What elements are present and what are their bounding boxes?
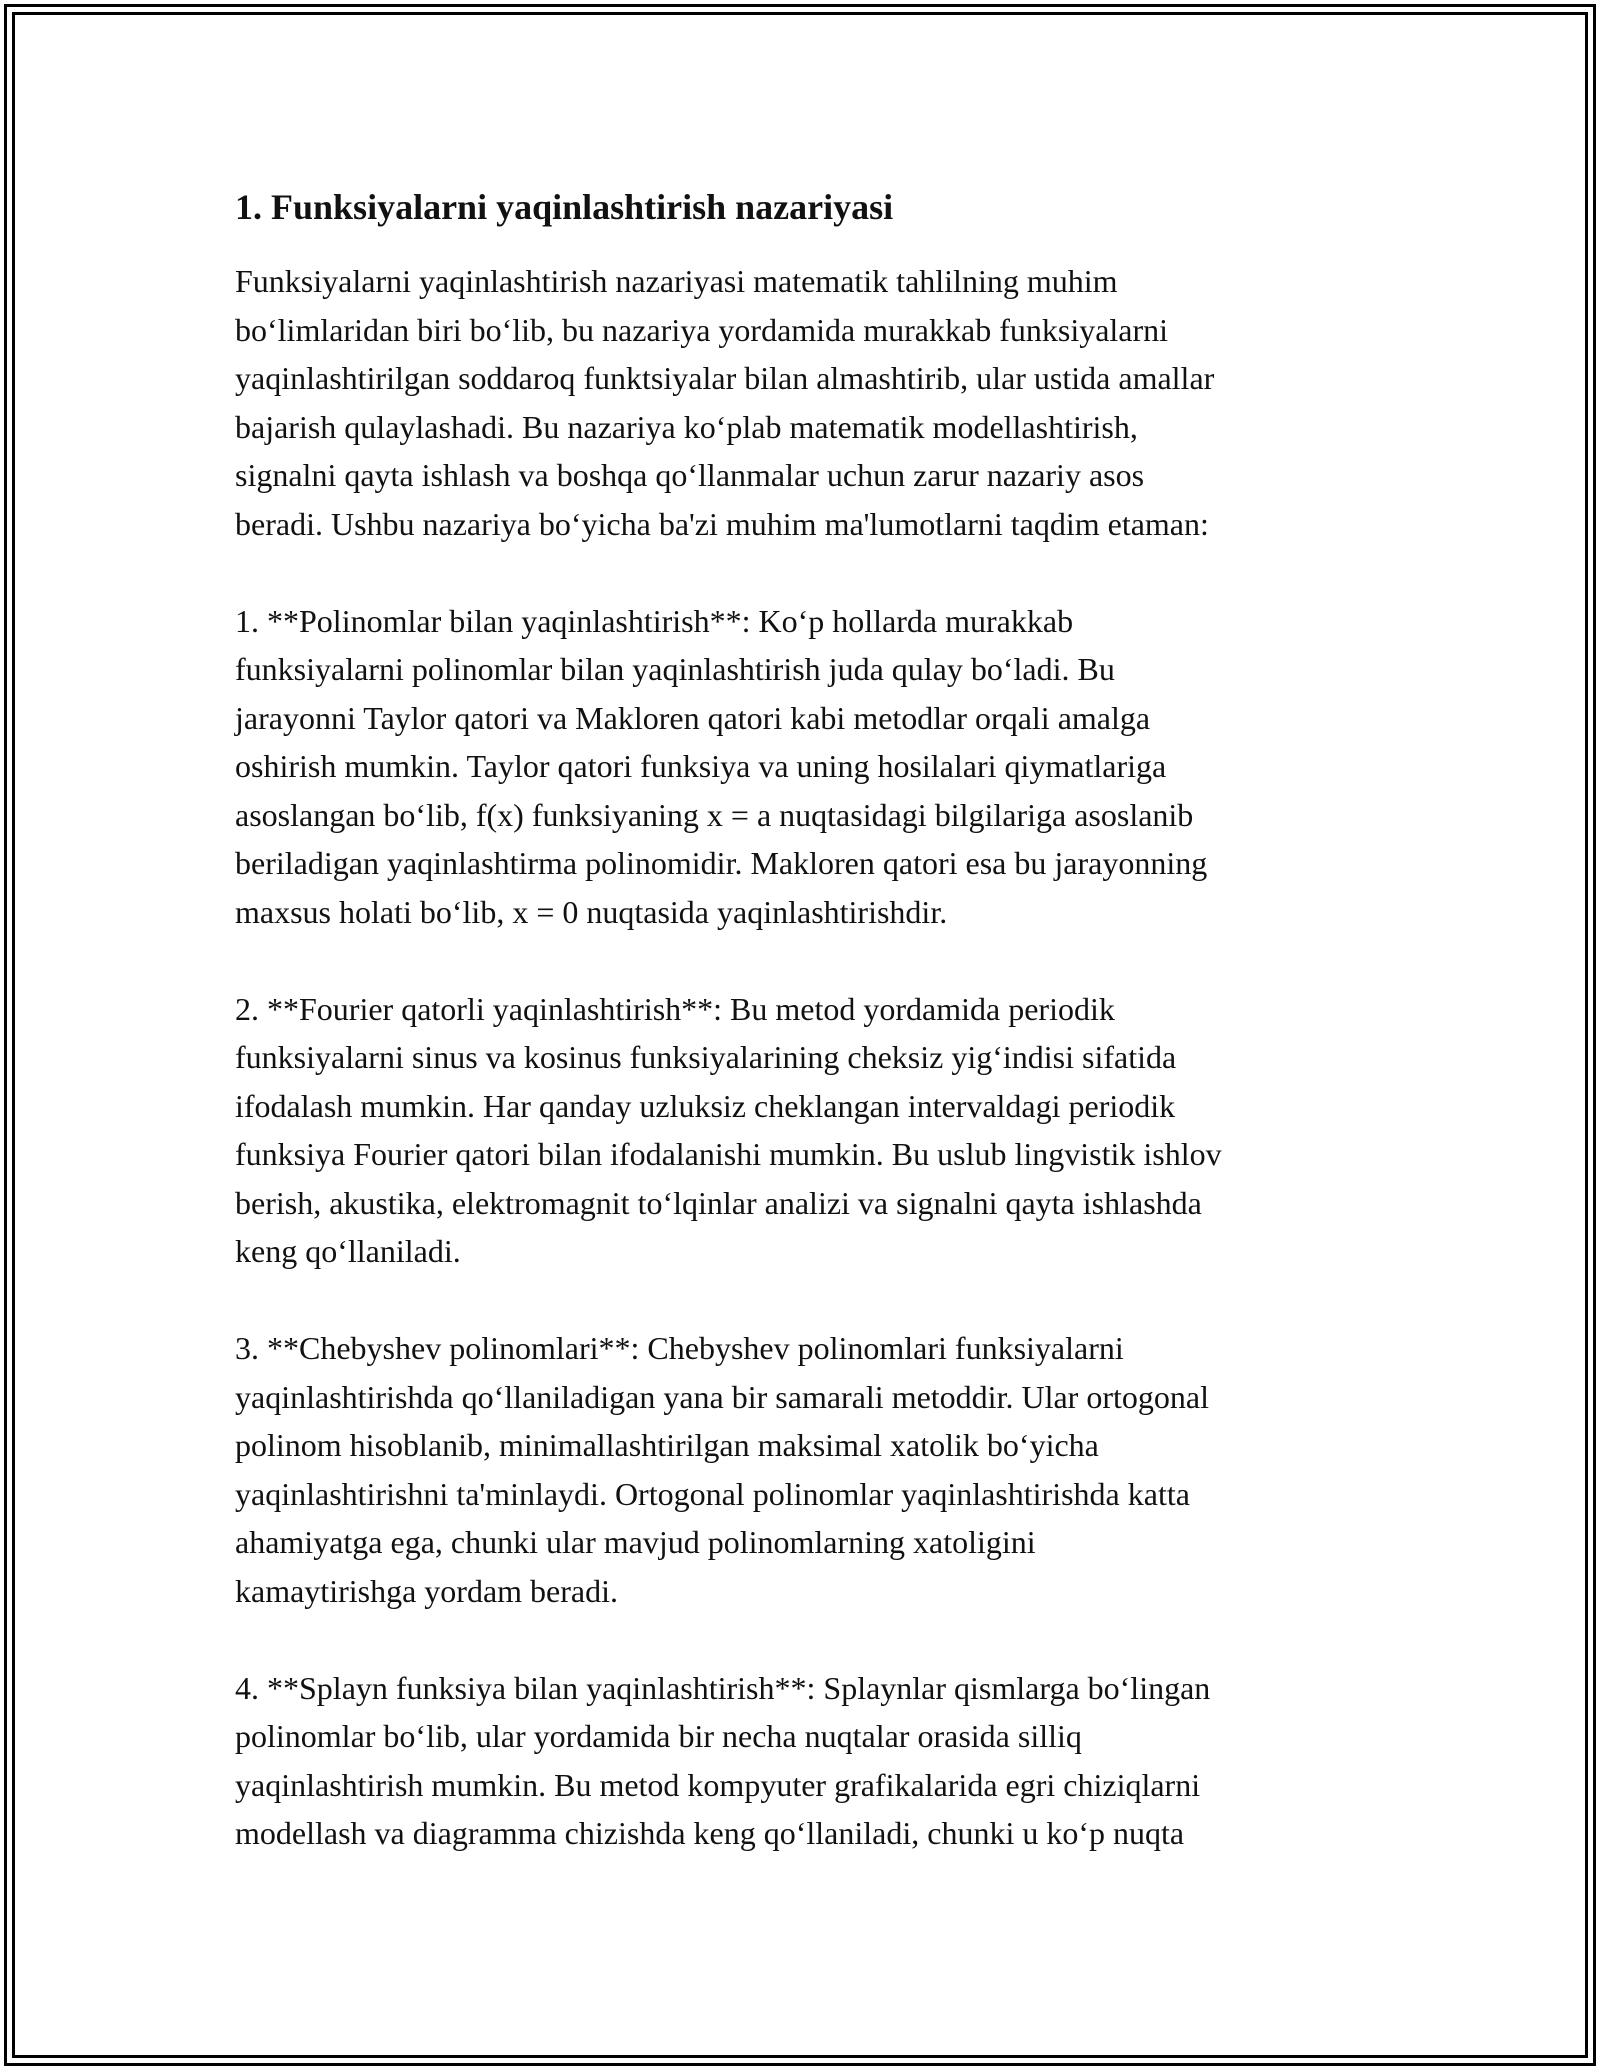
text-line: berish, akustika, elektromagnit to‘lqinlar analizi va signalni qayta ishlashda — [235, 1184, 1202, 1221]
text-line: signalni qayta ishlash va boshqa qo‘llanmalar uchun zarur nazariy asos — [235, 457, 1145, 493]
text-line: polinomlar bo‘lib, ular yordamida bir necha nuqtalar orasida silliq — [235, 1718, 1082, 1754]
text-line: jarayonni Taylor qatori va Makloren qatori kabi metodlar orqali amalga — [235, 699, 1151, 736]
text-line: ahamiyatga ega, chunki ular mavjud polinomlarning xatoligini — [235, 1524, 1036, 1560]
paragraph-spline — [235, 1664, 1395, 1858]
text-line: funksiya Fourier qatori bilan ifodalanishi mumkin. Bu uslub lingvistik ishlov — [235, 1136, 1222, 1172]
document-body — [235, 185, 1395, 1906]
text-line: bo‘limlaridan biri bo‘lib, bu nazariya yordamida murakkab funksiyalarni — [235, 311, 1169, 348]
text-line: kamaytirishga yordam beradi. — [235, 1572, 618, 1609]
paragraph-chebyshev — [235, 1324, 1395, 1615]
text-line: funksiyalarni polinomlar bilan yaqinlashtirish juda qulay bo‘ladi. Bu — [235, 651, 1115, 687]
text-line: bajarish qulaylashadi. Bu nazariya ko‘plab matematik modellashtirish, — [235, 408, 1138, 445]
text-line: beriladigan yaqinlashtirma polinomidir. Makloren qatori esa bu jarayonning — [235, 845, 1208, 881]
text-line: yaqinlashtirishni ta'minlaydi. Ortogonal polinomlar yaqinlashtirishda katta — [235, 1475, 1190, 1512]
text-line: oshirish mumkin. Taylor qatori funksiya va uning hosilalari qiymatlariga — [235, 748, 1167, 784]
paragraph-polynomials — [235, 597, 1395, 937]
text-line: 2. **Fourier qatorli yaqinlashtirish**: Bu metod yordamida periodik — [235, 990, 1115, 1027]
text-line: funksiyalarni sinus va kosinus funksiyalarining cheksiz yig‘indisi sifatida — [235, 1039, 1177, 1075]
text-line: maxsus holati bo‘lib, x = 0 nuqtasida yaqinlashtirishdir. — [235, 893, 948, 930]
text-line: yaqinlashtirishda qo‘llaniladigan yana bir samarali metoddir. Ular ortogonal — [235, 1378, 1209, 1415]
paragraph-intro — [235, 257, 1395, 548]
text-line: ifodalash mumkin. Har qanday uzluksiz cheklangan intervaldagi periodik — [235, 1087, 1176, 1124]
document-title: 1. Funksiyalarni yaqinlashtirish nazariyasi — [235, 187, 894, 227]
text-line: asoslangan bo‘lib, f(x) funksiyaning x = a nuqtasidagi bilgilariga asoslanib — [235, 796, 1194, 833]
text-line: modellash va diagramma chizishda keng qo‘llaniladi, chunki u ko‘p nuqta — [235, 1815, 1185, 1851]
text-line: 1. **Polinomlar bilan yaqinlashtirish**: Ko‘p hollarda murakkab — [235, 602, 1074, 639]
text-line: Funksiyalarni yaqinlashtirish nazariyasi matematik tahlilning muhim — [235, 263, 1118, 299]
text-line: polinom hisoblanib, minimallashtirilgan maksimal xatolik bo‘yicha — [235, 1427, 1099, 1463]
paragraph-fourier — [235, 985, 1395, 1276]
text-line: beradi. Ushbu nazariya bo‘yicha ba'zi muhim ma'lumotlarni taqdim etaman: — [235, 505, 1209, 542]
text-line: keng qo‘llaniladi. — [235, 1233, 461, 1269]
text-line: yaqinlashtirish mumkin. Bu metod kompyuter grafikalarida egri chiziqlarni — [235, 1766, 1201, 1803]
text-line: 4. **Splayn funksiya bilan yaqinlashtirish**: Splaynlar qismlarga bo‘lingan — [235, 1669, 1211, 1706]
text-line: yaqinlashtirilgan soddaroq funktsiyalar bilan almashtirib, ular ustida amallar — [235, 360, 1215, 396]
text-line: 3. **Chebyshev polinomlari**: Chebyshev polinomlari funksiyalarni — [235, 1330, 1124, 1366]
